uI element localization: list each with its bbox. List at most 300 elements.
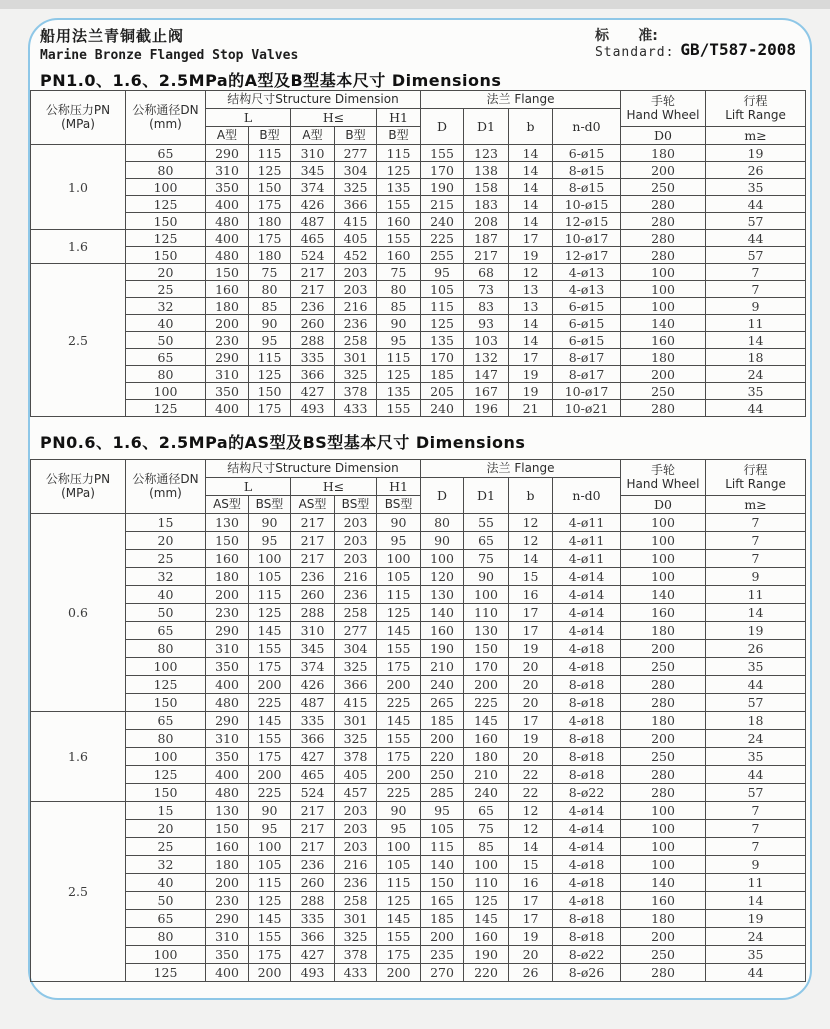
header-type-a: A型: [206, 127, 249, 145]
dimension-cell: 14: [706, 892, 806, 910]
dimension-cell: 4-ø11: [553, 514, 621, 532]
dimension-cell: 433: [335, 964, 377, 982]
dimension-cell: 301: [335, 712, 377, 730]
dimension-cell: 205: [421, 383, 464, 400]
dimension-cell: 250: [621, 748, 706, 766]
dimension-cell: 85: [377, 298, 421, 315]
dimension-cell: 260: [291, 586, 335, 604]
dimension-cell: 374: [291, 658, 335, 676]
dimension-cell: 130: [206, 802, 249, 820]
dimension-cell: 240: [421, 213, 464, 230]
header-diameter-cn: 公称通径DN: [132, 103, 199, 118]
dimension-cell: 95: [421, 264, 464, 281]
dimension-cell: 280: [621, 766, 706, 784]
dimension-cell: 350: [206, 748, 249, 766]
dimension-cell: 160: [464, 928, 509, 946]
dimension-cell: 150: [126, 694, 206, 712]
dimension-cell: 18: [706, 712, 806, 730]
dimension-cell: 255: [421, 247, 464, 264]
dimension-cell: 4-ø13: [553, 264, 621, 281]
dimension-cell: 258: [335, 332, 377, 349]
pressure-group-cell: 1.6: [31, 230, 126, 264]
dimension-cell: 350: [206, 946, 249, 964]
dimension-cell: 215: [421, 196, 464, 213]
dimension-cell: 100: [249, 550, 291, 568]
header-D0: D0: [621, 127, 706, 145]
dimension-cell: 4-ø14: [553, 820, 621, 838]
dimension-cell: 7: [706, 264, 806, 281]
dimension-cell: 160: [206, 838, 249, 856]
dimension-cell: 465: [291, 230, 335, 247]
dimension-cell: 80: [421, 514, 464, 532]
dimension-cell: 452: [335, 247, 377, 264]
dimension-cell: 44: [706, 196, 806, 213]
header-n-d0: n-d0: [553, 478, 621, 514]
dimension-cell: 280: [621, 400, 706, 417]
dimension-cell: 44: [706, 400, 806, 417]
dimension-cell: 90: [421, 532, 464, 550]
dimension-cell: 301: [335, 349, 377, 366]
dimension-cell: 11: [706, 874, 806, 892]
dimension-cell: 167: [464, 383, 509, 400]
dimension-cell: 150: [249, 383, 291, 400]
dimension-cell: 90: [464, 568, 509, 586]
header-lift-range: [706, 91, 806, 127]
dimension-cell: 19: [509, 928, 553, 946]
dimension-cell: 130: [206, 514, 249, 532]
dimension-cell: 14: [509, 550, 553, 568]
dimension-cell: 115: [377, 874, 421, 892]
dimension-cell: 160: [621, 332, 706, 349]
dimension-cell: 258: [335, 892, 377, 910]
dimension-cell: 95: [249, 820, 291, 838]
dimension-cell: 236: [335, 586, 377, 604]
dimension-cell: 57: [706, 213, 806, 230]
dimension-cell: 105: [377, 568, 421, 586]
dimension-cell: 200: [464, 676, 509, 694]
dimension-cell: 50: [126, 332, 206, 349]
header-flange: 法兰 Flange: [421, 460, 621, 478]
header-D1: D1: [464, 109, 509, 145]
dimension-cell: 145: [249, 622, 291, 640]
dimension-cell: 83: [464, 298, 509, 315]
dimension-cell: 350: [206, 658, 249, 676]
dimension-cell: 100: [621, 838, 706, 856]
dimension-cell: 9: [706, 298, 806, 315]
dimension-cell: 44: [706, 766, 806, 784]
dimension-cell: 145: [377, 622, 421, 640]
dimension-cell: 80: [377, 281, 421, 298]
header-D0: D0: [621, 496, 706, 514]
dimension-cell: 345: [291, 640, 335, 658]
dimension-cell: 190: [421, 179, 464, 196]
dimension-cell: 57: [706, 694, 806, 712]
table-row: [31, 856, 806, 874]
dimension-cell: 350: [206, 383, 249, 400]
dimension-cell: 100: [249, 838, 291, 856]
dimension-cell: 4-ø14: [553, 568, 621, 586]
dimension-cell: 14: [509, 332, 553, 349]
dimension-cell: 217: [291, 838, 335, 856]
dimension-cell: 150: [464, 640, 509, 658]
table-row: [31, 298, 806, 315]
dimension-cell: 80: [126, 730, 206, 748]
dimension-cell: 140: [621, 586, 706, 604]
dimension-cell: 11: [706, 586, 806, 604]
dimension-cell: 80: [126, 366, 206, 383]
dimension-cell: 4-ø14: [553, 802, 621, 820]
dimension-cell: 258: [335, 604, 377, 622]
dimension-cell: 150: [421, 874, 464, 892]
dimension-cell: 400: [206, 766, 249, 784]
dimension-cell: 200: [421, 928, 464, 946]
dimension-cell: 4-ø14: [553, 604, 621, 622]
dimension-cell: 155: [377, 730, 421, 748]
dimension-cell: 50: [126, 604, 206, 622]
dimension-cell: 493: [291, 400, 335, 417]
dimension-cell: 8-ø17: [553, 349, 621, 366]
header-type-b: B型: [377, 127, 421, 145]
dimension-cell: 378: [335, 946, 377, 964]
dimension-cell: 65: [126, 349, 206, 366]
dimension-cell: 93: [464, 315, 509, 332]
dimension-cell: 26: [706, 640, 806, 658]
standard-block: [595, 28, 796, 60]
table-row: [31, 532, 806, 550]
dimension-cell: 80: [126, 928, 206, 946]
pressure-group-cell: 2.5: [31, 264, 126, 417]
dimension-cell: 366: [291, 928, 335, 946]
dimension-cell: 210: [421, 658, 464, 676]
dimension-cell: 217: [291, 802, 335, 820]
dimension-cell: 90: [249, 514, 291, 532]
document-sheet: [28, 18, 812, 1000]
dimension-cell: 240: [421, 676, 464, 694]
dimension-cell: 190: [464, 946, 509, 964]
table-row: [31, 694, 806, 712]
dimension-cell: 115: [377, 145, 421, 162]
table-row: [31, 622, 806, 640]
dimension-cell: 183: [464, 196, 509, 213]
dimension-cell: 175: [249, 946, 291, 964]
dimension-cell: 187: [464, 230, 509, 247]
dimension-cell: 200: [377, 766, 421, 784]
dimension-cell: 288: [291, 604, 335, 622]
dimension-cell: 175: [249, 196, 291, 213]
dimension-cell: 35: [706, 748, 806, 766]
dimension-cell: 310: [291, 145, 335, 162]
table-row: [31, 230, 806, 247]
dimension-cell: 290: [206, 145, 249, 162]
dimension-cell: 185: [421, 366, 464, 383]
dimension-cell: 11: [706, 315, 806, 332]
dimension-cell: 200: [249, 964, 291, 982]
dimension-cell: 335: [291, 712, 335, 730]
dimension-cell: 335: [291, 349, 335, 366]
dimension-cell: 265: [421, 694, 464, 712]
dimension-cell: 140: [421, 604, 464, 622]
dimension-cell: 217: [464, 247, 509, 264]
dimension-cell: 19: [706, 622, 806, 640]
dimension-cell: 175: [377, 946, 421, 964]
dimension-cell: 21: [509, 400, 553, 417]
table-row: [31, 748, 806, 766]
dimension-cell: 35: [706, 383, 806, 400]
dimension-cell: 426: [291, 676, 335, 694]
dimension-cell: 26: [706, 162, 806, 179]
table-body-asbs: [31, 514, 806, 982]
dimension-cell: 100: [621, 856, 706, 874]
dimension-cell: 65: [126, 622, 206, 640]
dimension-cell: 4-ø18: [553, 712, 621, 730]
dimension-cell: 150: [206, 532, 249, 550]
dimension-cell: 95: [249, 532, 291, 550]
dimension-cell: 4-ø18: [553, 856, 621, 874]
dimension-cell: 240: [421, 400, 464, 417]
dimension-cell: 217: [291, 281, 335, 298]
dimension-cell: 415: [335, 213, 377, 230]
dimension-cell: 465: [291, 766, 335, 784]
header-D1: D1: [464, 478, 509, 514]
dimension-cell: 285: [421, 784, 464, 802]
dimension-cell: 524: [291, 784, 335, 802]
dimension-cell: 405: [335, 766, 377, 784]
dimension-cell: 147: [464, 366, 509, 383]
header-lift-en: Lift Range: [725, 107, 786, 122]
dimension-cell: 105: [249, 568, 291, 586]
dimension-cell: 90: [249, 802, 291, 820]
dimension-cell: 20: [509, 946, 553, 964]
standard-label-cn: 标 准:: [594, 28, 658, 44]
dimension-cell: 217: [291, 820, 335, 838]
dimension-cell: 288: [291, 892, 335, 910]
dimension-cell: 6-ø15: [553, 315, 621, 332]
dimension-cell: 135: [421, 332, 464, 349]
title-chinese: 船用法兰青铜截止阀: [40, 27, 185, 45]
dimension-cell: 378: [335, 383, 377, 400]
dimension-cell: 100: [377, 838, 421, 856]
dimension-cell: 208: [464, 213, 509, 230]
dimension-cell: 8-ø15: [553, 162, 621, 179]
header-L: L: [206, 478, 291, 496]
header-diameter-unit: (mm): [149, 116, 182, 131]
dimension-cell: 115: [249, 349, 291, 366]
dimension-cell: 65: [126, 145, 206, 162]
dimension-cell: 225: [377, 784, 421, 802]
dimension-cell: 8-ø17: [553, 366, 621, 383]
header-type-as: AS型: [291, 496, 335, 514]
dimension-cell: 280: [621, 247, 706, 264]
dimension-cell: 40: [126, 315, 206, 332]
dimension-cell: 335: [291, 910, 335, 928]
dimension-cell: 280: [621, 213, 706, 230]
dimension-cell: 100: [621, 802, 706, 820]
table-row: [31, 820, 806, 838]
dimension-cell: 175: [377, 748, 421, 766]
header-b: b: [509, 478, 553, 514]
dimension-cell: 4-ø14: [553, 586, 621, 604]
dimension-cell: 203: [335, 264, 377, 281]
table-row: [31, 730, 806, 748]
dimension-cell: 17: [509, 892, 553, 910]
dimension-cell: 90: [377, 802, 421, 820]
dimension-cell: 12: [509, 514, 553, 532]
dimension-cell: 130: [464, 622, 509, 640]
dimension-cell: 301: [335, 910, 377, 928]
dimension-cell: 12: [509, 264, 553, 281]
dimension-cell: 405: [335, 230, 377, 247]
dimension-cell: 280: [621, 964, 706, 982]
dimension-cell: 240: [464, 784, 509, 802]
dimension-cell: 200: [621, 366, 706, 383]
dimension-cell: 277: [335, 622, 377, 640]
dimension-cell: 20: [126, 820, 206, 838]
dimension-cell: 280: [621, 784, 706, 802]
header-D: D: [421, 478, 464, 514]
dimension-cell: 10-ø17: [553, 230, 621, 247]
table2-title: PN0.6、1.6、2.5MPa的AS型及BS型基本尺寸 Dimensions: [40, 433, 526, 452]
header-H: H≤: [291, 478, 377, 496]
dimension-cell: 225: [249, 694, 291, 712]
dimension-cell: 196: [464, 400, 509, 417]
dimension-cell: 280: [621, 694, 706, 712]
dimension-cell: 250: [621, 383, 706, 400]
header-pressure-cn: 公称压力PN: [45, 472, 111, 487]
dimension-cell: 155: [249, 730, 291, 748]
dimension-cell: 400: [206, 676, 249, 694]
dimension-cell: 170: [421, 162, 464, 179]
dimension-cell: 203: [335, 281, 377, 298]
dimension-cell: 22: [509, 766, 553, 784]
dimension-cell: 115: [421, 298, 464, 315]
table-row: [31, 514, 806, 532]
title-english: Marine Bronze Flanged Stop Valves: [40, 48, 299, 63]
dimension-cell: 150: [126, 784, 206, 802]
dimension-cell: 14: [509, 196, 553, 213]
dimension-cell: 65: [126, 712, 206, 730]
dimension-cell: 13: [509, 298, 553, 315]
dimension-cell: 20: [509, 676, 553, 694]
dimension-cell: 100: [621, 281, 706, 298]
table-row: [31, 349, 806, 366]
dimension-cell: 100: [621, 298, 706, 315]
dimension-cell: 236: [291, 856, 335, 874]
dimension-cell: 150: [206, 820, 249, 838]
dimension-cell: 290: [206, 910, 249, 928]
dimension-cell: 155: [377, 928, 421, 946]
header-type-bs: BS型: [377, 496, 421, 514]
dimension-cell: 203: [335, 820, 377, 838]
dimension-cell: 325: [335, 658, 377, 676]
dimension-cell: 100: [621, 264, 706, 281]
dimension-cell: 7: [706, 550, 806, 568]
header-pressure-unit: (MPa): [61, 485, 95, 500]
dimension-cell: 203: [335, 532, 377, 550]
dimension-cell: 180: [206, 856, 249, 874]
dimension-cell: 225: [377, 694, 421, 712]
table-row: [31, 247, 806, 264]
dimension-cell: 524: [291, 247, 335, 264]
dimension-cell: 4-ø11: [553, 532, 621, 550]
dimension-cell: 95: [249, 332, 291, 349]
dimension-cell: 115: [249, 874, 291, 892]
dimension-cell: 22: [509, 784, 553, 802]
dimension-cell: 304: [335, 162, 377, 179]
dimension-cell: 24: [706, 366, 806, 383]
dimension-cell: 132: [464, 349, 509, 366]
header-handwheel-en: Hand Wheel: [626, 476, 700, 491]
dimension-cell: 55: [464, 514, 509, 532]
dimension-cell: 415: [335, 694, 377, 712]
dimension-cell: 9: [706, 856, 806, 874]
standard-label-en: Standard:: [594, 44, 675, 60]
dimension-cell: 32: [126, 856, 206, 874]
table-row: [31, 332, 806, 349]
dimension-cell: 15: [126, 514, 206, 532]
dimension-cell: 4-ø18: [553, 874, 621, 892]
dimension-cell: 65: [126, 910, 206, 928]
header-type-bs: BS型: [335, 496, 377, 514]
dimension-cell: 230: [206, 332, 249, 349]
dimension-cell: 20: [509, 748, 553, 766]
dimension-cell: 25: [126, 550, 206, 568]
dimension-cell: 175: [249, 658, 291, 676]
dimension-cell: 125: [126, 964, 206, 982]
table-row: [31, 928, 806, 946]
dimension-cell: 158: [464, 179, 509, 196]
dimension-cell: 19: [706, 145, 806, 162]
table-row: [31, 179, 806, 196]
dimension-cell: 10-ø17: [553, 383, 621, 400]
dimension-cell: 103: [464, 332, 509, 349]
dimension-cell: 217: [291, 264, 335, 281]
header-handwheel: [621, 91, 706, 127]
table-row: [31, 162, 806, 179]
table-row: [31, 568, 806, 586]
table-row: [31, 366, 806, 383]
dimension-cell: 95: [377, 532, 421, 550]
dimension-cell: 125: [377, 604, 421, 622]
dimension-cell: 32: [126, 568, 206, 586]
dimension-cell: 100: [621, 532, 706, 550]
dimension-cell: 8-ø26: [553, 964, 621, 982]
dimension-cell: 13: [509, 281, 553, 298]
dimension-cell: 290: [206, 349, 249, 366]
dimension-cell: 400: [206, 400, 249, 417]
dimension-cell: 115: [377, 586, 421, 604]
table-row: [31, 315, 806, 332]
dimension-cell: 145: [249, 910, 291, 928]
dimension-cell: 304: [335, 640, 377, 658]
dimension-cell: 14: [706, 332, 806, 349]
dimension-cell: 35: [706, 179, 806, 196]
header-L: L: [206, 109, 291, 127]
header-m: m≥: [706, 127, 806, 145]
dimension-cell: 217: [291, 550, 335, 568]
dimension-cell: 200: [377, 676, 421, 694]
dimension-cell: 427: [291, 383, 335, 400]
dimension-cell: 20: [126, 532, 206, 550]
dimension-cell: 8-ø18: [553, 928, 621, 946]
dimension-cell: 65: [464, 532, 509, 550]
dimension-cell: 44: [706, 230, 806, 247]
header-n-d0: n-d0: [553, 109, 621, 145]
dimension-cell: 374: [291, 179, 335, 196]
dimension-cell: 220: [421, 748, 464, 766]
header-lift-en: Lift Range: [725, 476, 786, 491]
dimension-cell: 90: [377, 514, 421, 532]
dimension-cell: 217: [291, 532, 335, 550]
